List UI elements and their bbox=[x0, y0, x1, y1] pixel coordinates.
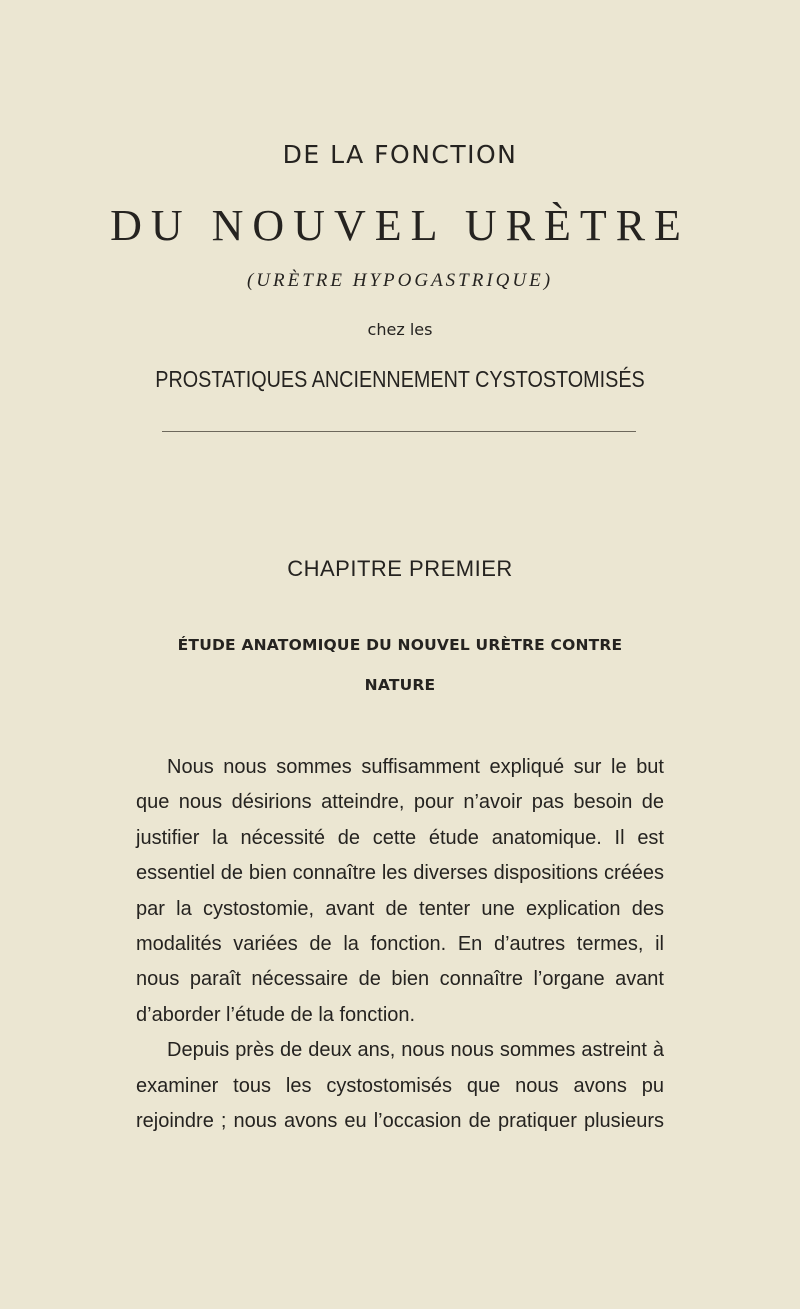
title-connector: chez les bbox=[367, 320, 433, 339]
body-line: nous paraît nécessaire de bien connaître l’organe avant bbox=[136, 968, 664, 991]
title-line-5: PROSTATIQUES ANCIENNEMENT CYSTOSTOMISÉS bbox=[155, 366, 645, 392]
body-line: que nous désirions atteindre, pour n’avoir pas besoin de bbox=[136, 791, 664, 814]
title-line-2: DU NOUVEL URÈTRE bbox=[110, 201, 690, 250]
section-divider bbox=[162, 431, 636, 432]
body-line: modalités variées de la fonction. En d’autres termes, il bbox=[136, 932, 664, 955]
body-line: d’aborder l’étude de la fonction. bbox=[136, 1003, 416, 1026]
title-line-1: DE LA FONCTION bbox=[282, 140, 518, 169]
body-line: Depuis près de deux ans, nous nous sommes astreint à bbox=[167, 1039, 664, 1062]
body-line: par la cystostomie, avant de tenter une explication des bbox=[136, 897, 664, 920]
chapter-title: CHAPITRE PREMIER bbox=[287, 556, 513, 581]
body-line: rejoindre ; nous avons eu l’occasion de pratiquer plusieurs bbox=[136, 1109, 664, 1132]
body-line: examiner tous les cystostomisés que nous avons pu bbox=[136, 1074, 664, 1097]
body-line: essentiel de bien connaître les diverses dispositions créées bbox=[136, 862, 664, 885]
body-line: justifier la nécessité de cette étude anatomique. Il est bbox=[136, 826, 664, 849]
body-line: Nous nous sommes suffisamment expliqué sur le but bbox=[167, 756, 664, 778]
chapter-subtitle-line-1: ÉTUDE ANATOMIQUE DU NOUVEL URÈTRE CONTRE bbox=[177, 636, 623, 654]
body-paragraphs bbox=[136, 750, 664, 1139]
title-subtitle: (URÈTRE HYPOGASTRIQUE) bbox=[246, 270, 554, 291]
chapter-subtitle-line-2: NATURE bbox=[364, 676, 436, 694]
